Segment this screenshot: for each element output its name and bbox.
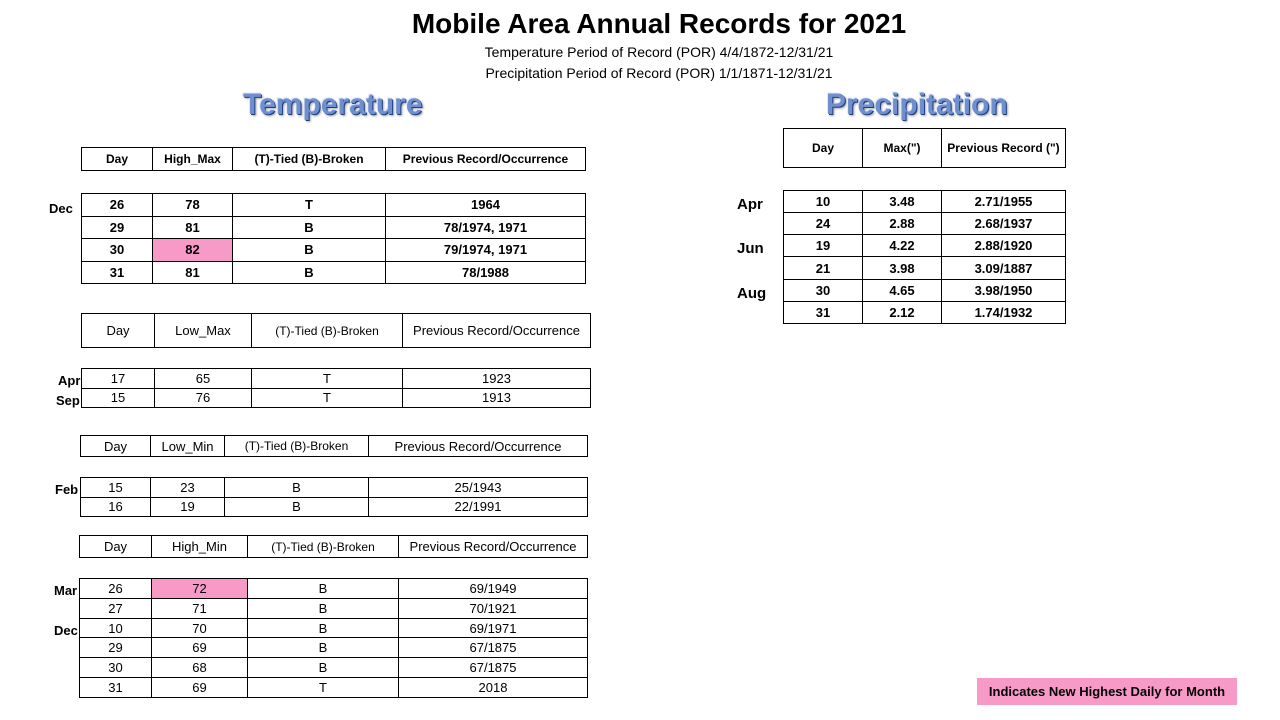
table-row <box>82 194 586 217</box>
low-min-header <box>80 435 588 457</box>
header-previous-record: Previous Record/Occurrence <box>403 314 591 348</box>
day-cell: 31 <box>784 301 863 323</box>
header-low-min: Low_Min <box>151 436 225 457</box>
previous-cell: 67/1875 <box>399 658 588 678</box>
table-row <box>784 301 1066 323</box>
value-cell: 2.88 <box>863 213 942 235</box>
month-label: Apr <box>58 373 81 388</box>
previous-cell: 2.88/1920 <box>942 235 1066 257</box>
previous-cell: 3.09/1887 <box>942 257 1066 279</box>
day-cell: 24 <box>784 213 863 235</box>
header-previous-record: Previous Record/Occurrence <box>386 148 586 171</box>
day-cell: 27 <box>80 598 152 618</box>
header-low-max: Low_Max <box>155 314 252 348</box>
value-cell: 71 <box>152 598 248 618</box>
day-cell: 30 <box>82 239 153 262</box>
previous-cell: 3.98/1950 <box>942 279 1066 301</box>
header-high-min: High_Min <box>152 536 248 558</box>
header-day: Day <box>82 314 155 348</box>
table-row <box>81 478 588 498</box>
day-cell: 29 <box>82 216 153 239</box>
table-row <box>82 239 586 262</box>
day-cell: 10 <box>80 618 152 638</box>
table-row <box>784 213 1066 235</box>
previous-cell: 70/1921 <box>399 598 588 618</box>
month-label: Apr <box>737 196 763 213</box>
previous-cell: 2018 <box>399 678 588 698</box>
table-row <box>80 638 588 658</box>
header-day: Day <box>82 148 153 171</box>
month-label: Aug <box>737 285 767 302</box>
table-row <box>80 678 588 698</box>
month-label: Jun <box>737 240 764 257</box>
header-day: Day <box>81 436 151 457</box>
day-cell: 15 <box>81 478 151 498</box>
value-cell: 19 <box>151 497 225 517</box>
previous-cell: 78/1974, 1971 <box>386 216 586 239</box>
status-cell: B <box>248 658 399 678</box>
temperature-por: Temperature Period of Record (POR) 4/4/1872-12/31/21 <box>484 44 834 60</box>
day-cell: 15 <box>82 388 155 408</box>
previous-cell: 69/1949 <box>399 579 588 599</box>
day-cell: 31 <box>80 678 152 698</box>
header-tied-broken: (T)-Tied (B)-Broken <box>252 314 403 348</box>
previous-cell: 2.71/1955 <box>942 191 1066 213</box>
table-row <box>82 388 591 408</box>
value-cell: 3.48 <box>863 191 942 213</box>
month-label: Mar <box>54 583 78 598</box>
value-cell: 65 <box>155 369 252 389</box>
header-tied-broken: (T)-Tied (B)-Broken <box>248 536 399 558</box>
table-row <box>82 261 586 284</box>
day-cell: 21 <box>784 257 863 279</box>
highlight-legend: Indicates New Highest Daily for Month <box>977 678 1237 705</box>
previous-cell: 22/1991 <box>369 497 588 517</box>
header-previous-record: Previous Record (") <box>942 129 1066 168</box>
table-row <box>82 369 591 389</box>
header-day: Day <box>80 536 152 558</box>
low-max-header <box>81 313 591 348</box>
status-cell: B <box>248 638 399 658</box>
table-row <box>80 618 588 638</box>
high-min-table <box>79 578 588 698</box>
day-cell: 19 <box>784 235 863 257</box>
value-cell: 76 <box>155 388 252 408</box>
day-cell: 30 <box>80 658 152 678</box>
status-cell: T <box>233 194 386 217</box>
precip-table <box>783 190 1066 324</box>
previous-cell: 69/1971 <box>399 618 588 638</box>
value-cell: 2.12 <box>863 301 942 323</box>
precip-header <box>783 128 1066 168</box>
day-cell: 31 <box>82 261 153 284</box>
value-cell: 69 <box>152 678 248 698</box>
previous-cell: 25/1943 <box>369 478 588 498</box>
high-min-header <box>79 535 588 558</box>
day-cell: 26 <box>82 194 153 217</box>
precipitation-heading: Precipitation <box>826 88 1008 121</box>
status-cell: B <box>248 579 399 599</box>
value-cell: 70 <box>152 618 248 638</box>
header-previous-record: Previous Record/Occurrence <box>369 436 588 457</box>
table-row <box>82 216 586 239</box>
table-row <box>80 658 588 678</box>
status-cell: B <box>225 497 369 517</box>
day-cell: 30 <box>784 279 863 301</box>
table-row <box>80 579 588 599</box>
previous-cell: 1913 <box>403 388 591 408</box>
previous-cell: 1.74/1932 <box>942 301 1066 323</box>
header-day: Day <box>784 129 863 168</box>
status-cell: T <box>252 388 403 408</box>
page-title: Mobile Area Annual Records for 2021 <box>411 8 907 39</box>
status-cell: B <box>233 216 386 239</box>
status-cell: B <box>248 598 399 618</box>
value-cell: 68 <box>152 658 248 678</box>
low-max-table <box>81 368 591 408</box>
day-cell: 26 <box>80 579 152 599</box>
value-cell: 69 <box>152 638 248 658</box>
table-row <box>784 191 1066 213</box>
status-cell: B <box>248 618 399 638</box>
header-previous-record: Previous Record/Occurrence <box>399 536 588 558</box>
value-cell: 4.65 <box>863 279 942 301</box>
highlighted-value-cell: 72 <box>152 579 248 599</box>
previous-cell: 67/1875 <box>399 638 588 658</box>
month-label: Dec <box>54 623 78 638</box>
header-high-max: High_Max <box>153 148 233 171</box>
month-label: Sep <box>56 393 80 408</box>
status-cell: B <box>233 261 386 284</box>
header-max: Max(") <box>863 129 942 168</box>
day-cell: 10 <box>784 191 863 213</box>
status-cell: B <box>225 478 369 498</box>
day-cell: 29 <box>80 638 152 658</box>
value-cell: 4.22 <box>863 235 942 257</box>
table-row <box>784 235 1066 257</box>
value-cell: 78 <box>153 194 233 217</box>
header-tied-broken: (T)-Tied (B)-Broken <box>225 436 369 457</box>
status-cell: B <box>233 239 386 262</box>
value-cell: 81 <box>153 261 233 284</box>
day-cell: 17 <box>82 369 155 389</box>
table-row <box>784 257 1066 279</box>
highlighted-value-cell: 82 <box>153 239 233 262</box>
temperature-heading: Temperature <box>243 88 423 121</box>
low-min-table <box>80 477 588 517</box>
previous-cell: 1964 <box>386 194 586 217</box>
header-tied-broken: (T)-Tied (B)-Broken <box>233 148 386 171</box>
table-row <box>784 279 1066 301</box>
day-cell: 16 <box>81 497 151 517</box>
month-label: Dec <box>49 201 73 216</box>
table-row <box>81 497 588 517</box>
status-cell: T <box>252 369 403 389</box>
precipitation-por: Precipitation Period of Record (POR) 1/1/1871-12/31/21 <box>485 65 833 81</box>
status-cell: T <box>248 678 399 698</box>
table-row <box>80 598 588 618</box>
value-cell: 3.98 <box>863 257 942 279</box>
value-cell: 23 <box>151 478 225 498</box>
high-max-table <box>81 193 586 284</box>
previous-cell: 78/1988 <box>386 261 586 284</box>
high-max-header <box>81 147 586 171</box>
previous-cell: 2.68/1937 <box>942 213 1066 235</box>
month-label: Feb <box>55 482 79 497</box>
previous-cell: 79/1974, 1971 <box>386 239 586 262</box>
value-cell: 81 <box>153 216 233 239</box>
previous-cell: 1923 <box>403 369 591 389</box>
